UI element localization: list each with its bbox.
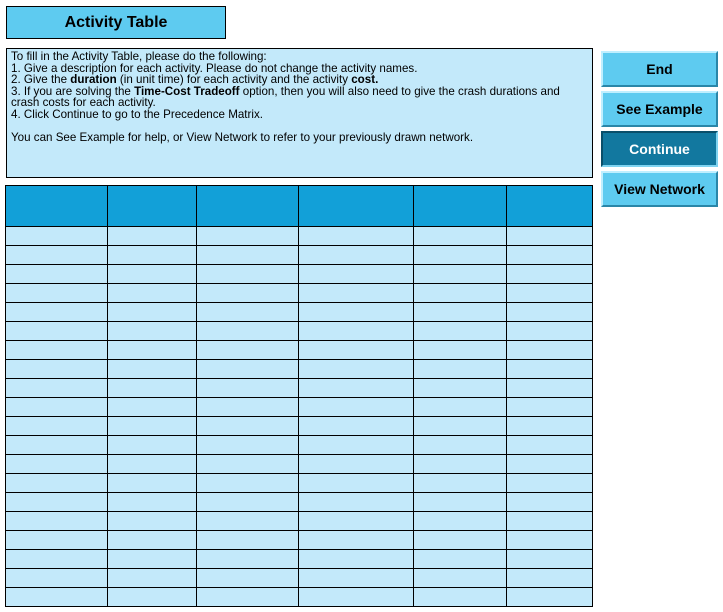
table-cell[interactable]	[108, 417, 197, 436]
table-cell[interactable]	[414, 493, 507, 512]
table-cell[interactable]	[6, 341, 108, 360]
table-cell[interactable]	[414, 360, 507, 379]
table-cell[interactable]	[414, 455, 507, 474]
table-cell[interactable]	[197, 436, 299, 455]
table-cell[interactable]	[299, 493, 414, 512]
table-cell[interactable]	[414, 379, 507, 398]
table-cell[interactable]	[414, 322, 507, 341]
table-row	[6, 436, 593, 455]
table-cell[interactable]	[6, 474, 108, 493]
table-row	[6, 493, 593, 512]
table-cell[interactable]	[6, 588, 108, 607]
table-cell[interactable]	[414, 341, 507, 360]
table-row	[6, 284, 593, 303]
table-cell[interactable]	[108, 284, 197, 303]
column-header	[507, 186, 593, 227]
instruction-step-2: 2. Give the duration (in unit time) for each activity and the activity cost.	[11, 73, 379, 87]
table-cell[interactable]	[507, 303, 593, 322]
table-cell[interactable]	[108, 493, 197, 512]
column-header	[108, 186, 197, 227]
table-cell[interactable]	[414, 531, 507, 550]
table-cell[interactable]	[299, 512, 414, 531]
table-cell[interactable]	[414, 474, 507, 493]
table-cell[interactable]	[108, 379, 197, 398]
table-cell[interactable]	[197, 303, 299, 322]
table-cell[interactable]	[299, 588, 414, 607]
table-cell[interactable]	[299, 417, 414, 436]
table-cell[interactable]	[507, 569, 593, 588]
see-example-button[interactable]: See Example	[601, 91, 718, 127]
table-cell[interactable]	[414, 303, 507, 322]
table-row	[6, 550, 593, 569]
table-cell[interactable]	[6, 379, 108, 398]
table-cell[interactable]	[108, 246, 197, 265]
table-cell[interactable]	[299, 550, 414, 569]
instruction-step-3: 3. If you are solving the Time-Cost Tradeoff option, then you will also need to give the crash durations and crash costs for each activity.	[11, 84, 560, 110]
table-cell[interactable]	[197, 588, 299, 607]
table-cell[interactable]	[299, 569, 414, 588]
table-cell[interactable]	[299, 284, 414, 303]
table-cell[interactable]	[6, 512, 108, 531]
column-header	[299, 186, 414, 227]
activity-table	[5, 185, 593, 607]
table-cell[interactable]	[507, 284, 593, 303]
table-cell[interactable]	[197, 360, 299, 379]
table-cell[interactable]	[299, 341, 414, 360]
table-cell[interactable]	[108, 303, 197, 322]
end-button[interactable]: End	[601, 51, 718, 87]
table-cell[interactable]	[108, 360, 197, 379]
table-cell[interactable]	[507, 531, 593, 550]
table-cell[interactable]	[197, 246, 299, 265]
table-cell[interactable]	[507, 379, 593, 398]
table-cell[interactable]	[507, 455, 593, 474]
table-cell[interactable]	[299, 455, 414, 474]
table-cell[interactable]	[414, 512, 507, 531]
continue-button[interactable]: Continue	[601, 131, 718, 167]
table-cell[interactable]	[108, 588, 197, 607]
table-cell[interactable]	[507, 474, 593, 493]
table-cell[interactable]	[414, 227, 507, 246]
table-row	[6, 265, 593, 284]
table-cell[interactable]	[108, 265, 197, 284]
table-cell[interactable]	[108, 341, 197, 360]
table-cell[interactable]	[108, 531, 197, 550]
table-cell[interactable]	[197, 379, 299, 398]
table-cell[interactable]	[507, 398, 593, 417]
table-cell[interactable]	[507, 246, 593, 265]
view-network-button[interactable]: View Network	[601, 171, 718, 207]
table-cell[interactable]	[507, 341, 593, 360]
instructions-panel	[6, 48, 593, 178]
table-cell[interactable]	[6, 284, 108, 303]
table-cell[interactable]	[108, 398, 197, 417]
table-cell[interactable]	[6, 436, 108, 455]
table-cell[interactable]	[414, 569, 507, 588]
table-cell[interactable]	[507, 512, 593, 531]
column-header	[6, 186, 108, 227]
table-cell[interactable]	[197, 341, 299, 360]
table-cell[interactable]	[6, 455, 108, 474]
table-cell[interactable]	[197, 531, 299, 550]
column-header	[197, 186, 299, 227]
table-cell[interactable]	[6, 303, 108, 322]
table-cell[interactable]	[507, 493, 593, 512]
instruction-intro: To fill in the Activity Table, please do the following:	[11, 50, 267, 63]
table-cell[interactable]	[108, 322, 197, 341]
table-cell[interactable]	[299, 227, 414, 246]
table-cell[interactable]	[6, 227, 108, 246]
table-row	[6, 417, 593, 436]
table-cell[interactable]	[299, 379, 414, 398]
table-cell[interactable]	[414, 284, 507, 303]
table-cell[interactable]	[197, 493, 299, 512]
table-cell[interactable]	[299, 398, 414, 417]
instruction-help: You can See Example for help, or View Network to refer to your previously drawn network.	[11, 131, 474, 145]
table-row	[6, 531, 593, 550]
table-cell[interactable]	[299, 531, 414, 550]
table-cell[interactable]	[299, 322, 414, 341]
table-row	[6, 322, 593, 341]
table-row	[6, 246, 593, 265]
table-cell[interactable]	[6, 246, 108, 265]
instruction-step-4: 4. Click Continue to go to the Precedence Matrix.	[11, 107, 263, 121]
table-cell[interactable]	[6, 550, 108, 569]
table-cell[interactable]	[299, 303, 414, 322]
table-cell[interactable]	[6, 360, 108, 379]
table-cell[interactable]	[108, 474, 197, 493]
table-row	[6, 455, 593, 474]
table-body	[6, 227, 593, 607]
table-cell[interactable]	[197, 474, 299, 493]
table-cell[interactable]	[507, 550, 593, 569]
table-cell[interactable]	[6, 398, 108, 417]
table-row	[6, 588, 593, 607]
table-cell[interactable]	[414, 436, 507, 455]
table-cell[interactable]	[6, 493, 108, 512]
table-cell[interactable]	[299, 360, 414, 379]
table-cell[interactable]	[299, 474, 414, 493]
table-cell[interactable]	[108, 512, 197, 531]
table-cell[interactable]	[507, 417, 593, 436]
table-cell[interactable]	[507, 588, 593, 607]
table-cell[interactable]	[197, 227, 299, 246]
table-cell[interactable]	[299, 436, 414, 455]
table-cell[interactable]	[197, 512, 299, 531]
table-cell[interactable]	[6, 417, 108, 436]
table-cell[interactable]	[507, 360, 593, 379]
table-cell[interactable]	[108, 436, 197, 455]
table-cell[interactable]	[108, 569, 197, 588]
column-header	[414, 186, 507, 227]
table-cell[interactable]	[507, 227, 593, 246]
table-cell[interactable]	[197, 284, 299, 303]
table-row	[6, 227, 593, 246]
table-row	[6, 360, 593, 379]
table-row	[6, 512, 593, 531]
table-cell[interactable]	[507, 436, 593, 455]
table-cell[interactable]	[414, 246, 507, 265]
table-cell[interactable]	[197, 322, 299, 341]
table-row	[6, 569, 593, 588]
table-row	[6, 303, 593, 322]
table-cell[interactable]	[197, 550, 299, 569]
table-cell[interactable]	[108, 550, 197, 569]
table-cell[interactable]	[507, 322, 593, 341]
table-cell[interactable]	[108, 227, 197, 246]
table-row	[6, 398, 593, 417]
table-cell[interactable]	[299, 265, 414, 284]
table-cell[interactable]	[6, 322, 108, 341]
instruction-step-1: 1. Give a description for each activity. Please do not change the activity names.	[11, 61, 418, 75]
table-cell[interactable]	[414, 398, 507, 417]
table-cell[interactable]	[6, 531, 108, 550]
table-cell[interactable]	[414, 265, 507, 284]
page-title: Activity Table	[6, 6, 226, 39]
table-row	[6, 474, 593, 493]
table-cell[interactable]	[414, 588, 507, 607]
table-cell[interactable]	[197, 398, 299, 417]
table-cell[interactable]	[6, 265, 108, 284]
table-cell[interactable]	[507, 265, 593, 284]
table-cell[interactable]	[108, 455, 197, 474]
table-header-row	[6, 186, 593, 227]
table-cell[interactable]	[197, 455, 299, 474]
table-cell[interactable]	[299, 246, 414, 265]
table-row	[6, 341, 593, 360]
table-cell[interactable]	[414, 550, 507, 569]
table-row	[6, 379, 593, 398]
table-cell[interactable]	[6, 569, 108, 588]
table-cell[interactable]	[414, 417, 507, 436]
table-cell[interactable]	[197, 569, 299, 588]
table-cell[interactable]	[197, 417, 299, 436]
table-cell[interactable]	[197, 265, 299, 284]
